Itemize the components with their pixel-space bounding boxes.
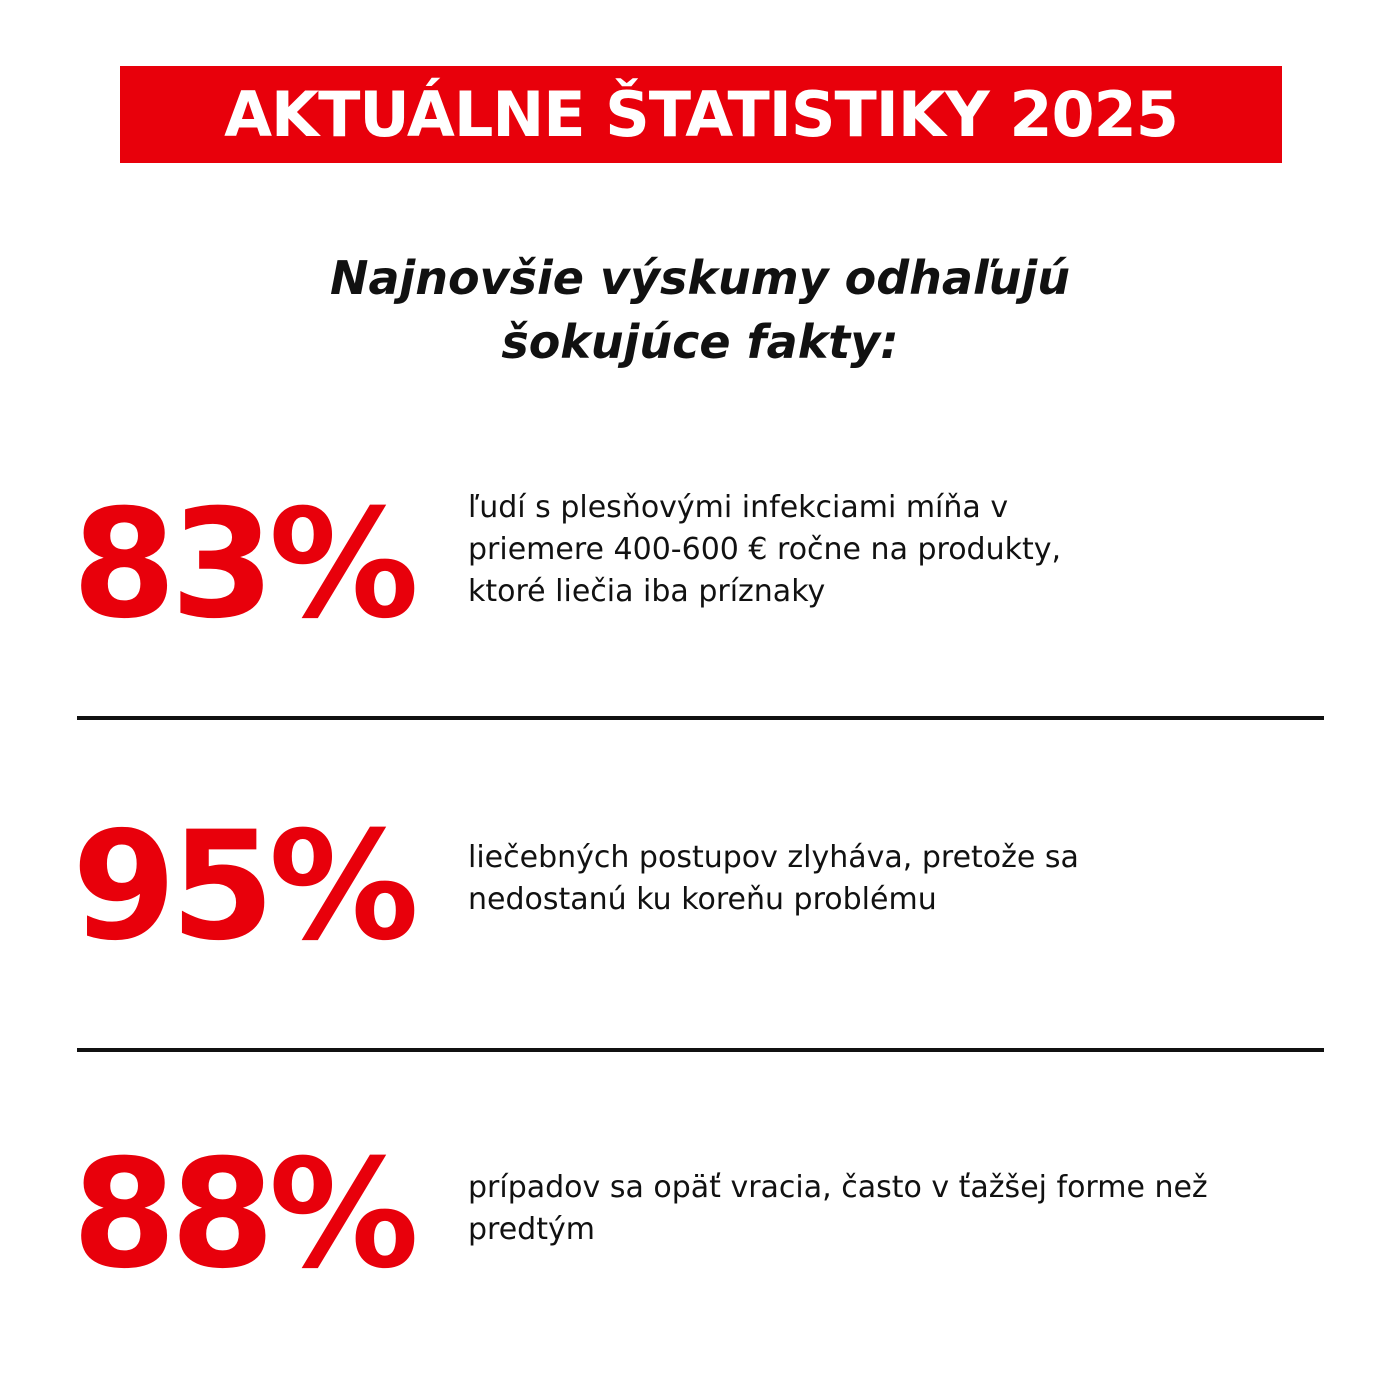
stat-value-1: 83% — [72, 478, 414, 652]
stat-description-1-line-2: priemere 400-600 € ročne na produkty, — [468, 532, 1062, 567]
subtitle — [150, 246, 1250, 374]
stat-description-2-line-2: nedostanú ku koreňu problému — [468, 882, 937, 917]
subtitle-line-2: šokujúce fakty: — [501, 315, 899, 369]
stat-description-2 — [468, 837, 1368, 921]
banner-title: AKTUÁLNE ŠTATISTIKY 2025 — [224, 78, 1178, 151]
stat-value-2: 95% — [72, 800, 414, 974]
stat-description-1-line-3: ktoré liečia iba príznaky — [468, 574, 826, 609]
stat-description-2-line-1: liečebných postupov zlyháva, pretože sa — [468, 840, 1079, 875]
stat-description-3 — [468, 1167, 1368, 1251]
stat-value-3: 88% — [72, 1128, 414, 1302]
stat-description-1 — [468, 487, 1368, 613]
subtitle-line-1: Najnovšie výskumy odhaľujú — [330, 251, 1070, 305]
header-banner — [120, 66, 1282, 163]
stat-description-1-line-1: ľudí s plesňovými infekciami míňa v — [468, 490, 1009, 525]
stat-description-3-line-1: prípadov sa opäť vracia, často v ťažšej forme než — [468, 1170, 1208, 1205]
divider-1 — [77, 716, 1324, 720]
divider-2 — [77, 1048, 1324, 1052]
stat-description-3-line-2: predtým — [468, 1212, 595, 1247]
